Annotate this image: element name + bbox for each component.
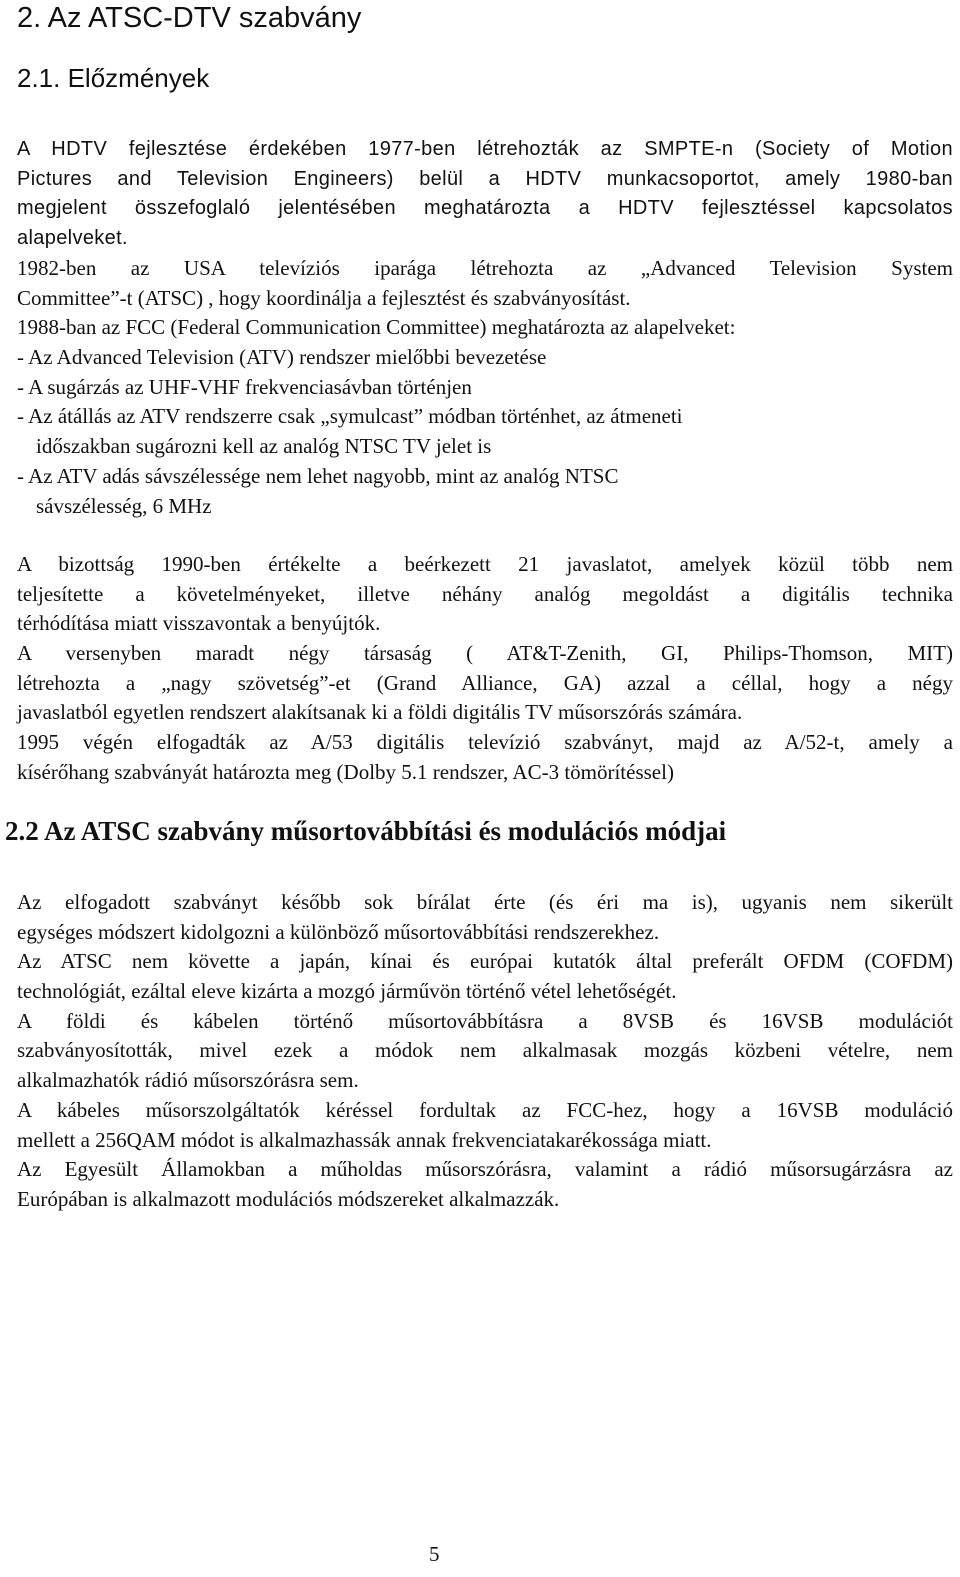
text-line: térhódítása miatt visszavontak a benyújtók. (17, 611, 381, 636)
text-line: Committee”-t (ATSC) , hogy koordinálja a fejlesztést és szabványosítást. (17, 285, 631, 310)
atsc-history-paragraph (17, 254, 953, 521)
text-line: szabványosították, mivel ezek a módok nem alkalmasak mozgás közbeni vételre, nem (17, 1038, 953, 1063)
list-item-continuation: időszakban sugározni kell az analóg NTSC TV jelet is (36, 434, 492, 459)
text-line: alkalmazhatók rádió műsorszórásra sem. (17, 1068, 359, 1093)
list-item: - A sugárzás az UHF-VHF frekvenciasávban történjen (17, 374, 472, 399)
text-line: javaslatból egyetlen rendszert alakítsanak ki a földi digitális TV műsorszórás számára. (17, 700, 743, 725)
text-line: 1988-ban az FCC (Federal Communication Committee) meghatározta az alapelveket: (17, 315, 736, 340)
text-line: egységes módszert kidolgozni a különböző műsortovábbítási rendszerekhez. (17, 919, 660, 944)
text-line: 1982-ben az USA televíziós iparága létrehozta az „Advanced Television System (17, 256, 953, 280)
text-line: A versenyben maradt négy társaság ( AT&T-Zenith, GI, Philips-Thomson, MIT) (17, 641, 953, 666)
text-line: mellett a 256QAM módot is alkalmazhassák annak frekvenciatakarékossága miatt. (17, 1127, 712, 1152)
list-item: - Az ATV adás sávszélessége nem lehet nagyobb, mint az analóg NTSC (17, 463, 619, 488)
text-line: 1995 végén elfogadták az A/53 digitális televízió szabványt, majd az A/52-t, amely a (17, 730, 953, 755)
modulation-paragraphs (17, 888, 953, 1215)
section-heading-elozmenyek: 2.1. Előzmények (17, 63, 210, 93)
text-line: A kábeles műsorszolgáltatók kéréssel fordultak az FCC-hez, hogy a 16VSB moduláció (17, 1097, 953, 1122)
text-line: megjelent összefoglaló jelentésében meghatározta a HDTV fejlesztéssel kapcsolatos (17, 197, 953, 220)
text-line: Európában is alkalmazott modulációs módszereket alkalmazzák. (17, 1186, 560, 1211)
section-heading-modulation: 2.2 Az ATSC szabvány műsortovábbítási és modulációs módjai (5, 816, 727, 846)
text-line: Pictures and Television Engineers) belül a HDTV munkacsoportot, amely 1980-ban (17, 167, 953, 190)
committee-evaluation-paragraph (17, 550, 953, 788)
text-line: Az ATSC nem követte a japán, kínai és európai kutatók által preferált OFDM (COFDM) (17, 949, 953, 974)
chapter-heading: 2. Az ATSC-DTV szabvány (17, 2, 362, 34)
intro-paragraph (17, 135, 953, 254)
text-line: A földi és kábelen történő műsortovábbításra a 8VSB és 16VSB modulációt (17, 1008, 953, 1033)
text-line: Az elfogadott szabványt később sok bírálat érte (és éri ma is), ugyanis nem sikerült (17, 890, 953, 914)
text-line: technológiát, ezáltal eleve kizárta a mozgó járművön történő vétel lehetőségét. (17, 979, 677, 1004)
text-line: A HDTV fejlesztése érdekében 1977-ben létrehozták az SMPTE-n (Society of Motion (17, 138, 953, 160)
text-line: alapelveket. (17, 227, 128, 250)
list-item: - Az átállás az ATV rendszerre csak „symulcast” módban történhet, az átmeneti (17, 404, 683, 429)
list-item: - Az Advanced Television (ATV) rendszer mielőbbi bevezetése (17, 345, 547, 370)
list-item-continuation: sávszélesség, 6 MHz (36, 493, 212, 518)
text-line: A bizottság 1990-ben értékelte a beérkezett 21 javaslatot, amelyek közül több nem (17, 552, 953, 576)
text-line: kísérőhang szabványát határozta meg (Dolby 5.1 rendszer, AC-3 tömörítéssel) (17, 759, 674, 784)
text-line: Az Egyesült Államokban a műholdas műsorszórásra, valamint a rádió műsorsugárzásra az (17, 1157, 953, 1182)
text-line: létrehozta a „nagy szövetség”-et (Grand Alliance, GA) azzal a céllal, hogy a négy (17, 670, 953, 695)
page-number: 5 (429, 1542, 440, 1566)
text-line: teljesítette a követelményeket, illetve néhány analóg megoldást a digitális technika (17, 581, 953, 606)
